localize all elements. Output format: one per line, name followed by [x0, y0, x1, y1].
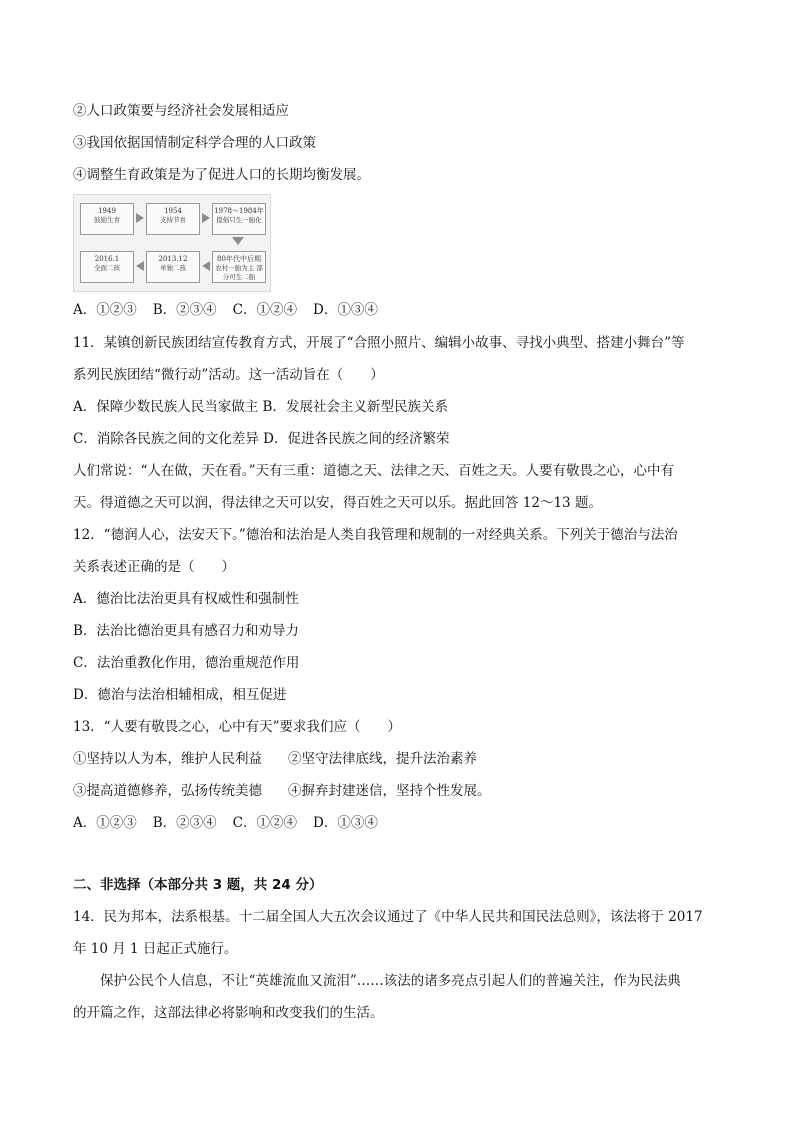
q10-option-d[interactable]: D．①③④: [313, 302, 378, 318]
q14-stem-line-1: 14．民为邦本，法系根基。十二届全国人大五次会议通过了《中华人民共和国民法总则》，该法将于 2017: [73, 909, 703, 925]
arrow-left-icon: [136, 261, 144, 271]
q13-items-1-2: [73, 749, 477, 769]
q12-option-b[interactable]: B．法治比德治更具有感召力和劝导力: [73, 623, 299, 639]
passage-line-2: 天。得道德之天可以润，得法律之天可以安，得百姓之天可以乐。据此回答 12～13 题。: [73, 495, 602, 511]
q13-item-4: ④摒弃封建迷信，坚持个性发展。: [288, 783, 491, 799]
q12-option-c[interactable]: C．法治重教化作用，德治重规范作用: [73, 655, 300, 671]
q10-item-3: ③我国依据国情制定科学合理的人口政策: [73, 135, 316, 151]
q14-material-line-2: 的开篇之作，这部法律必将影响和改变我们的生活。: [73, 1005, 384, 1021]
population-policy-flow-diagram: [73, 194, 271, 292]
q13-item-2: ②坚守法律底线，提升法治素养: [288, 751, 477, 767]
q11-stem-line-1: 11．某镇创新民族团结宣传教育方式，开展了“合照小照片、编辑小故事、寻找小典型、搭建小舞台”等: [73, 335, 685, 351]
q13-option-d[interactable]: D．①③④: [313, 815, 378, 831]
section-2-heading: 二、非选择（本部分共 3 题，共 24 分）: [73, 877, 323, 893]
q13-options: [73, 813, 394, 833]
flow-step-1949: 1949 鼓励生育: [80, 203, 134, 235]
q13-item-1: ①坚持以人为本，维护人民利益: [73, 751, 262, 767]
q13-option-a[interactable]: A．①②③: [73, 815, 137, 831]
flow-step-1978: 1978～1984年 提倡只生一胎化: [212, 203, 266, 235]
q10-option-b[interactable]: B．②③④: [152, 302, 217, 318]
q14-stem-line-2: 年 10 月 1 日起正式施行。: [73, 941, 238, 957]
q13-stem: 13．“人要有敬畏之心，心中有天”要求我们应（ ）: [73, 719, 401, 735]
q11-options-cd[interactable]: C．消除各民族之间的文化差异 D．促进各民族之间的经济繁荣: [73, 431, 450, 447]
q13-item-3: ③提高道德修养，弘扬传统美德: [73, 783, 262, 799]
q13-option-b[interactable]: B．②③④: [152, 815, 217, 831]
q10-options: [73, 300, 394, 320]
flow-step-1954: 1954 支持节育: [146, 203, 200, 235]
arrow-down-icon: [232, 237, 244, 245]
flow-step-2013: 2013.12 单独二孩: [146, 251, 200, 283]
q12-option-d[interactable]: D．德治与法治相辅相成，相互促进: [73, 687, 287, 703]
q13-items-3-4: [73, 781, 491, 801]
flow-step-80s: 80年代中后期 农村一胎为主 部分可生二胎: [212, 251, 266, 283]
q12-stem-line-2: 关系表述正确的是（ ）: [73, 559, 235, 575]
arrow-right-icon: [202, 213, 210, 223]
arrow-left-icon: [202, 261, 210, 271]
arrow-right-icon: [136, 213, 144, 223]
flow-step-2016: 2016.1 全面二孩: [80, 251, 134, 283]
q10-item-2: ②人口政策要与经济社会发展相适应: [73, 103, 289, 119]
q10-option-a[interactable]: A．①②③: [73, 302, 137, 318]
q12-option-a[interactable]: A．德治比法治更具有权威性和强制性: [73, 591, 299, 607]
q10-option-c[interactable]: C．①②④: [232, 302, 298, 318]
q10-item-4: ④调整生育政策是为了促进人口的长期均衡发展。: [73, 167, 370, 183]
q14-material-line-1: 保护公民个人信息，不让“英雄流血又流泪”……该法的诸多亮点引起人们的普遍关注，作为民法典: [100, 973, 681, 989]
q11-stem-line-2: 系列民族团结“微行动”活动。这一活动旨在（ ）: [73, 367, 384, 383]
passage-line-1: 人们常说：“人在做，天在看。”天有三重：道德之天、法律之天、百姓之天。人要有敬畏之心，心中有: [73, 463, 675, 479]
q12-stem-line-1: 12．“德润人心，法安天下。”德治和法治是人类自我管理和规制的一对经典关系。下列关于德治与法治: [73, 527, 678, 543]
q13-option-c[interactable]: C．①②④: [232, 815, 298, 831]
q11-options-ab[interactable]: A．保障少数民族人民当家做主 B．发展社会主义新型民族关系: [73, 399, 448, 415]
